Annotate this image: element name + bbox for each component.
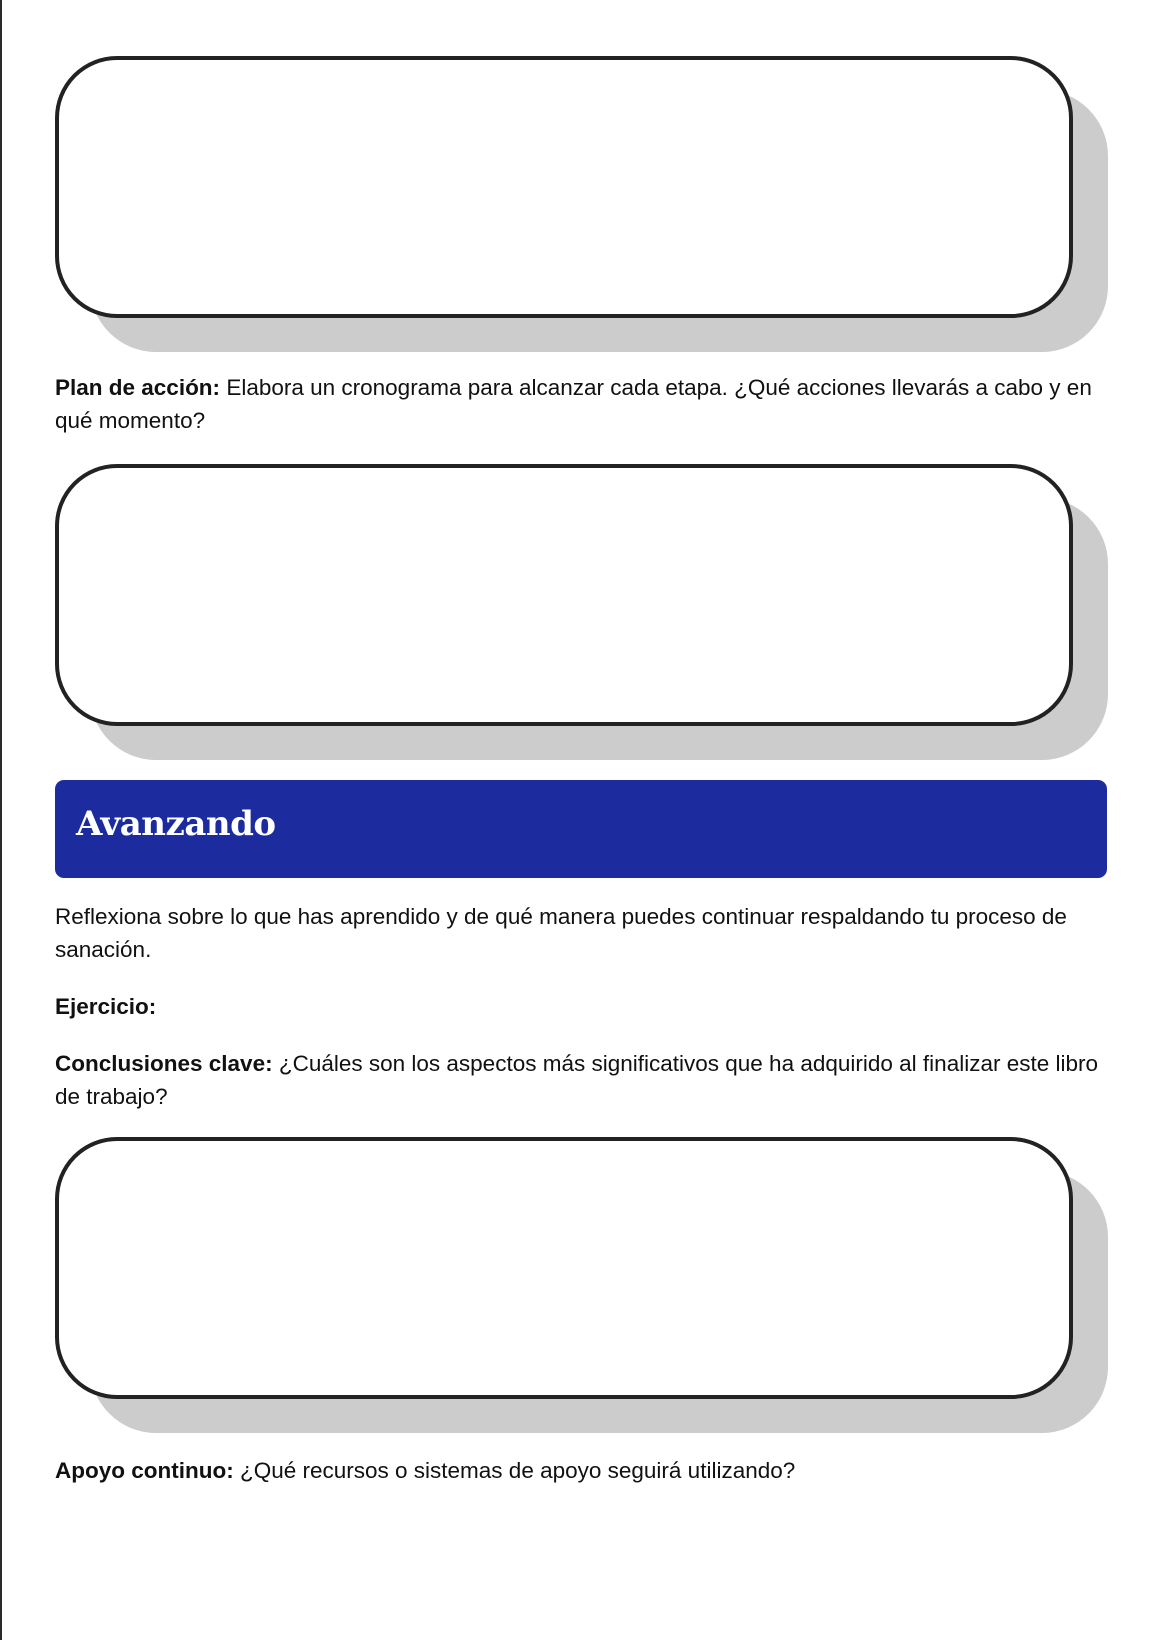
conclusiones-text: ¿Cuáles son los aspectos más significativos que ha adquirido al finalizar este libro de trabajo?: [55, 1051, 1099, 1109]
plan-de-accion-text: Elabora un cronograma para alcanzar cada etapa. ¿Qué acciones llevarás a cabo y en qué momento?: [55, 375, 1092, 433]
apoyo-continuo-text: ¿Qué recursos o sistemas de apoyo seguirá utilizando?: [233, 1458, 796, 1483]
plan-de-accion-label: Plan de acción:: [55, 375, 221, 400]
answer-box-plan[interactable]: [55, 464, 1073, 726]
answer-field-plan[interactable]: [55, 464, 1073, 726]
page-edge-line: [0, 0, 2, 1640]
answer-box-conclusiones[interactable]: [55, 1137, 1073, 1399]
reflection-paragraph: Reflexiona sobre lo que has aprendido y de qué manera puedes continuar respaldando tu proceso de sanación.: [55, 904, 1067, 962]
plan-de-accion-prompt: [55, 371, 1115, 437]
apoyo-continuo-prompt: [55, 1454, 1115, 1487]
conclusiones-prompt: [55, 1047, 1115, 1113]
answer-field-conclusiones[interactable]: [55, 1137, 1073, 1399]
answer-box-previous[interactable]: [55, 56, 1073, 318]
apoyo-continuo-label: Apoyo continuo:: [55, 1458, 234, 1483]
exercise-label: Ejercicio:: [55, 994, 157, 1019]
answer-field-previous[interactable]: [55, 56, 1073, 318]
conclusiones-label: Conclusiones clave:: [55, 1051, 273, 1076]
exercise-heading: [55, 990, 1115, 1023]
section-title: Avanzando: [76, 804, 276, 844]
section-banner-avanzando: [55, 780, 1107, 878]
